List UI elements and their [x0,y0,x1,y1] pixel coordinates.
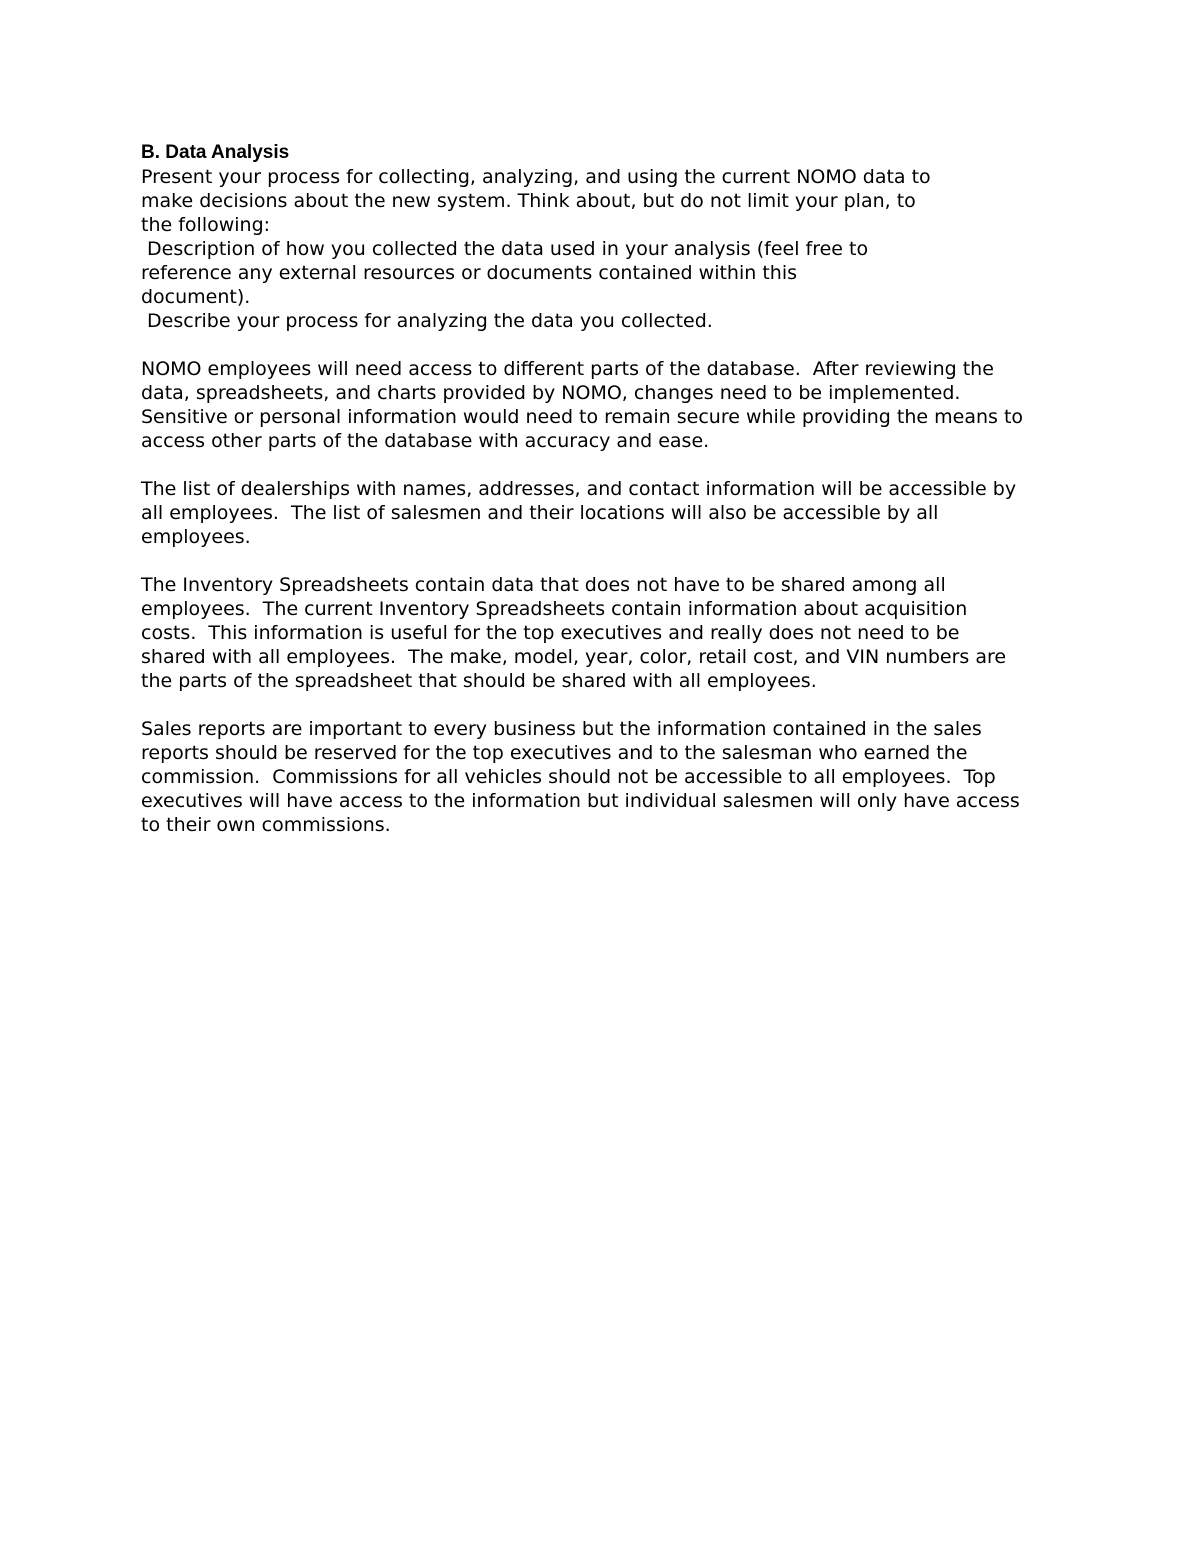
paragraph-line: costs. This information is useful for the top executives and really does not need to be [141,622,960,644]
paragraph-line: commission. Commissions for all vehicles should not be accessible to all employees. Top [141,766,996,788]
prompt-line: the following: [141,214,271,236]
paragraph-sales-reports [141,717,1081,837]
paragraph-line: The Inventory Spreadsheets contain data that does not have to be shared among all [141,574,946,596]
section-heading: B. Data Analysis [141,142,290,163]
prompt-bullet-line: document). [141,286,251,308]
paragraph-database-access [141,357,1081,453]
paragraph-line: to their own commissions. [141,814,391,836]
paragraph-line: The list of dealerships with names, addresses, and contact information will be accessible by [141,478,1017,500]
prompt-bullet-line: reference any external resources or documents contained within this [141,262,798,284]
paragraph-line: data, spreadsheets, and charts provided by NOMO, changes need to be implemented. [141,382,961,404]
paragraph-line: the parts of the spreadsheet that should be shared with all employees. [141,670,817,692]
paragraph-dealerships [141,477,1081,549]
paragraph-line: NOMO employees will need access to different parts of the database. After reviewing the [141,358,994,380]
paragraph-line: all employees. The list of salesmen and their locations will also be accessible by all [141,502,939,524]
paragraph-line: access other parts of the database with accuracy and ease. [141,430,710,452]
prompt-bullet-line: Describe your process for analyzing the data you collected. [141,310,713,332]
prompt-bullet-line: Description of how you collected the data used in your analysis (feel free to [141,238,869,260]
paragraph-line: reports should be reserved for the top executives and to the salesman who earned the [141,742,968,764]
prompt-line: Present your process for collecting, analyzing, and using the current NOMO data to [141,166,931,188]
paragraph-line: Sales reports are important to every business but the information contained in the sales [141,718,982,740]
paragraph-line: Sensitive or personal information would need to remain secure while providing the means to [141,406,1024,428]
prompt-block [141,165,1081,333]
paragraph-line: executives will have access to the information but individual salesmen will only have access [141,790,1020,812]
paragraph-line: employees. [141,526,251,548]
paragraph-line: employees. The current Inventory Spreadsheets contain information about acquisition [141,598,968,620]
document-body [141,141,1081,861]
prompt-line: make decisions about the new system. Think about, but do not limit your plan, to [141,190,916,212]
paragraph-inventory [141,573,1081,693]
paragraph-line: shared with all employees. The make, model, year, color, retail cost, and VIN numbers are [141,646,1007,668]
